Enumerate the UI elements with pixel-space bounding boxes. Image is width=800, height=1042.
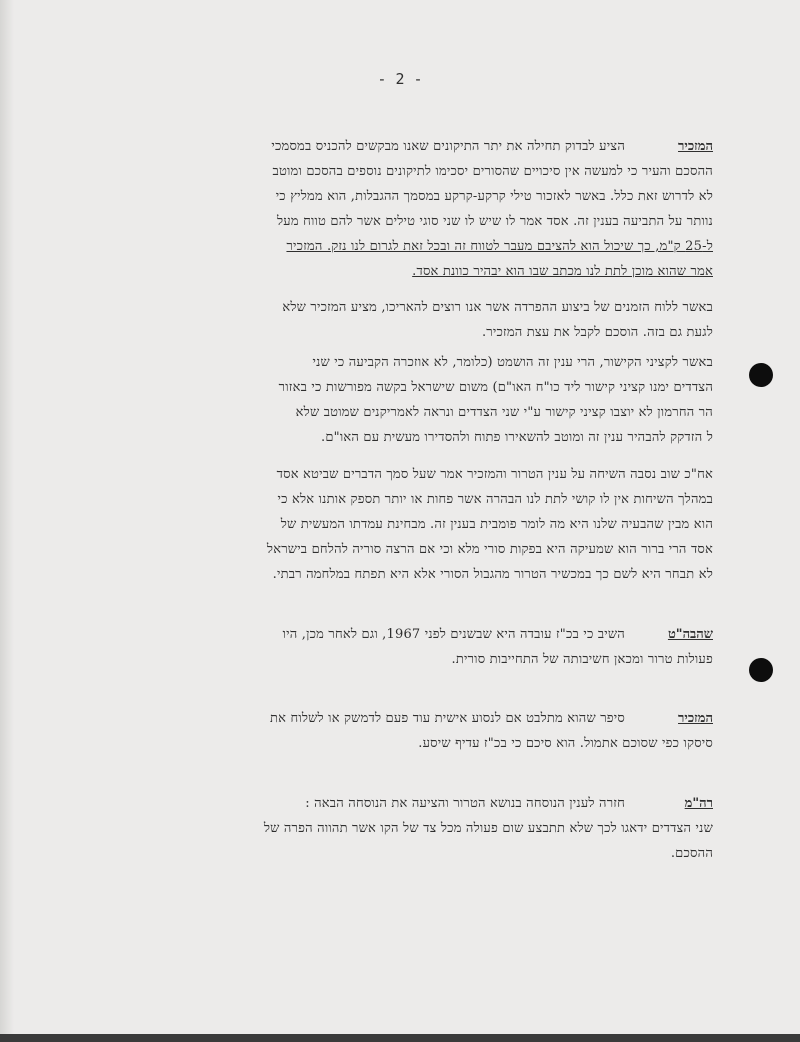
paragraph bbox=[95, 791, 713, 866]
text-line: באשר לקציני הקישור, הרי ענין זה הושמט (כלומר, לא אוזכרה הקביעה כי שני bbox=[312, 355, 713, 370]
text-line: הצדדים ימנו קציני קישור ליד כו"ח האו"ם) משום שישראל בקשה מפורשות כי באזור bbox=[278, 380, 713, 395]
paragraph bbox=[95, 622, 713, 672]
text-line: הוא מבין שהבעיה שלנו היא מה לומר פומבית בענין זה. מבחינת עמדתו המעשית של bbox=[280, 517, 713, 532]
text-line: לגעת גם בזה. הוסכם לקבל את עצת המזכיר. bbox=[481, 325, 713, 340]
page-number: - 2 - bbox=[377, 70, 423, 88]
text-line: הר החרמון לא יוצבו קציני קישור ע"י שני הצדדים ונראה לאמריקנים שמוטב שלא bbox=[295, 405, 713, 420]
text-line: לא תבחר היא לשם כך במכשיר הטרור מהגבול הסורי אלא היא תפתח במלחמה רבתי. bbox=[272, 567, 713, 582]
text-line: לא לדרוש זאת כלל. באשר לאזכור טילי קרקע-קרקע במסמך ההגבלות, הוא ממליץ כי bbox=[275, 189, 713, 204]
paragraph bbox=[95, 706, 713, 756]
text-line: הציע לבדוק תחילה את יתר התיקונים שאנו מבקשים להכניס במסמכי bbox=[271, 139, 625, 154]
text-line: סיפר שהוא מתלבט אם לנסוע אישית עוד פעם לדמשק או לשלוח את bbox=[269, 711, 625, 726]
text-line: אסד הרי ברור הוא שמעיקה היא בפקות סורי מלא וכי אם הרצה סוריה להלחם בישראל bbox=[266, 542, 713, 557]
speaker-label: שהבה"ט bbox=[667, 627, 713, 642]
text-line: ההסכם. bbox=[670, 846, 713, 861]
text-line: באשר ללוח הזמנים של ביצוע ההפרדה אשר אנו רוצים להאריכו, מציע המזכיר שלא bbox=[282, 300, 713, 315]
speaker-label: המזכיר bbox=[678, 711, 713, 726]
punch-hole bbox=[749, 658, 773, 682]
paragraph bbox=[95, 134, 713, 284]
text-line: אמר שהוא מוכן לתת לנו מכתב שבו הוא יבהיר כוונת אסד. bbox=[412, 264, 713, 279]
punch-hole bbox=[749, 363, 773, 387]
text-line: ל-25 ק"מ, כך שיכול הוא להציבם מעבר לטווח זה ובכל זאת לגרום לנו נזק. המזכיר bbox=[286, 239, 713, 254]
speaker-label: המזכיר bbox=[678, 139, 713, 154]
paragraph bbox=[95, 462, 713, 587]
scan-border bbox=[0, 1034, 800, 1042]
text-line: ההסכם והעיר כי למעשה אין סיכויים שהסורים יסכימו לתיקונים נוספים בהסכם ומוטב bbox=[272, 164, 713, 179]
text-line: שני הצדדים ידאגו לכך שלא תתבצע שום פעולה מכל צד של הקו אשר תהווה הפרה של bbox=[263, 821, 713, 836]
paragraph bbox=[95, 350, 713, 450]
text-line: סיסקו כפי שסוכם אתמול. הוא סיכם כי בכ"ז עדיף שיסע. bbox=[418, 736, 713, 751]
speaker-label: רה"מ bbox=[684, 796, 713, 811]
text-line: ל הזדקק להבהיר ענין זה ומוטב להשאירו פתוח ולהסדירו מעשית עם האו"ם. bbox=[321, 430, 713, 445]
text-line: חזרה לענין הנוסחה בנושא הטרור והציעה את הנוסחה הבאה : bbox=[305, 796, 625, 811]
paper-edge bbox=[0, 0, 14, 1042]
text-line: אח"כ שוב נסבה השיחה על ענין הטרור והמזכיר אמר שעל סמך הדברים שביטא אסד bbox=[276, 467, 713, 482]
text-line: פעולות טרור ומכאן חשיבותה של התחייבות סורית. bbox=[451, 652, 713, 667]
text-line: נוותר על התביעה בענין זה. אסד אמר לו שיש לו שני סוגי טילים אשר להם טווח מעל bbox=[277, 214, 713, 229]
paragraph bbox=[95, 295, 713, 345]
text-line: השיב כי בכ"ז עובדה היא שבשנים לפני 1967, וגם לאחר מכן, היו bbox=[282, 627, 625, 642]
text-line: במהלך השיחות אין לו קושי לתת לנו הבהרה אשר פחות או יותר תספק אותנו אלא כי bbox=[277, 492, 713, 507]
